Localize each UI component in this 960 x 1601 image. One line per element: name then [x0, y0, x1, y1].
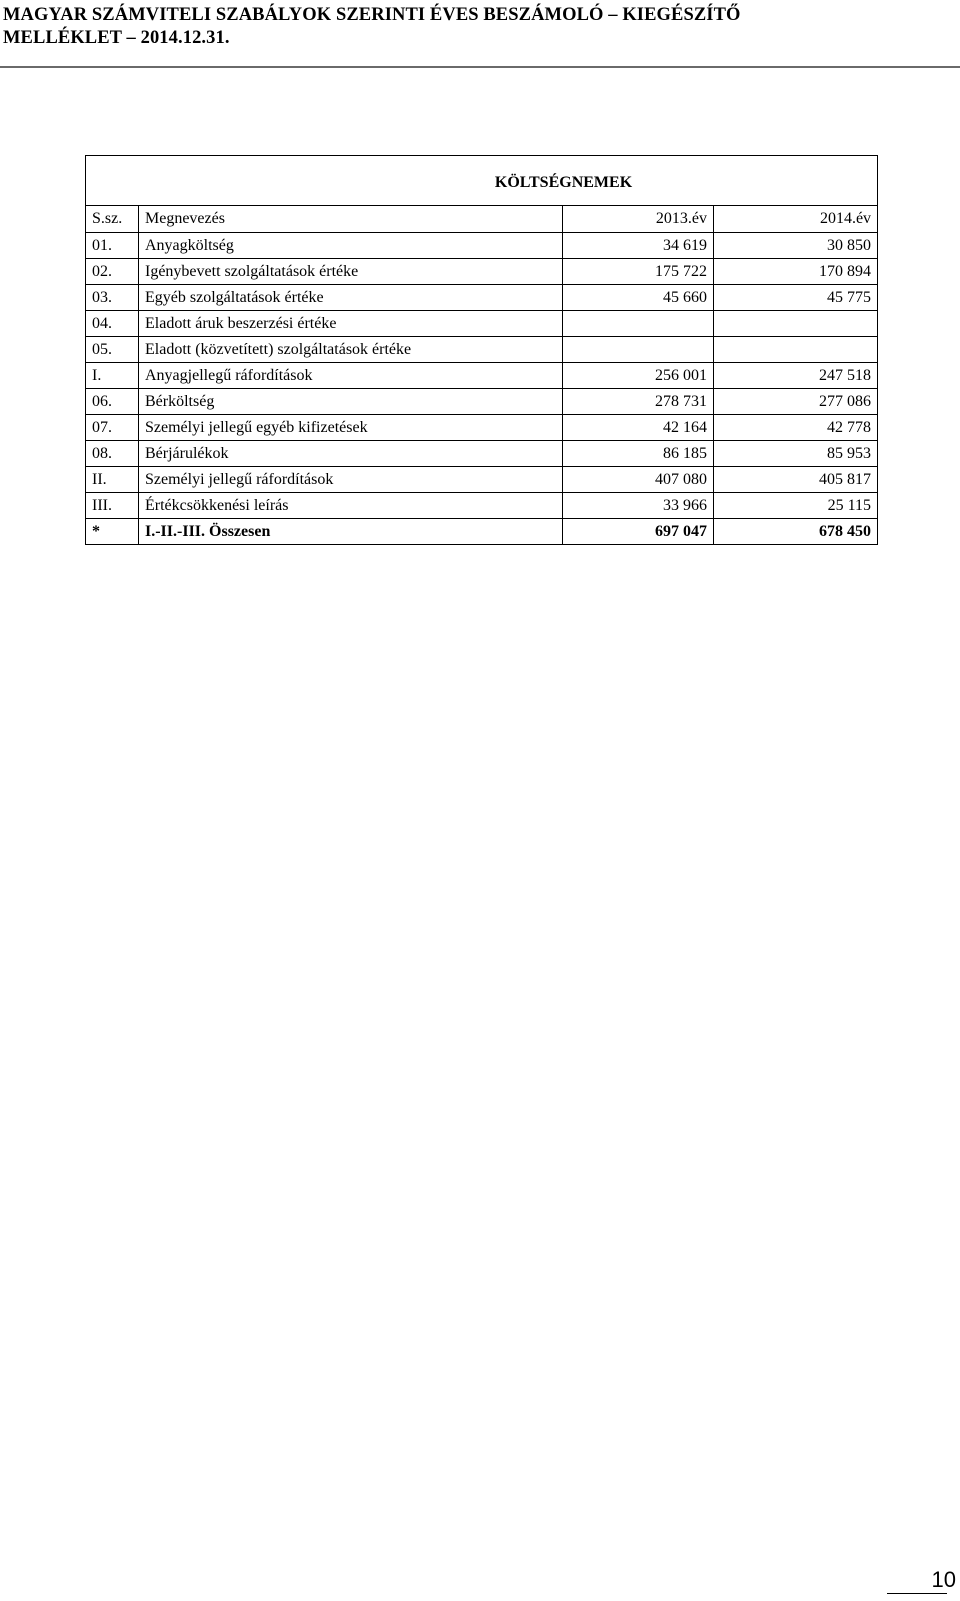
row-name: Bérjárulékok: [139, 441, 563, 467]
table-row: [86, 467, 878, 493]
row-value-2013: 45 660: [563, 285, 714, 311]
row-code: 06.: [86, 389, 139, 415]
document-header: [3, 4, 957, 50]
row-code: *: [86, 519, 139, 545]
table-row: [86, 493, 878, 519]
column-header-code: S.sz.: [86, 206, 139, 233]
row-value-2013: [563, 311, 714, 337]
row-value-2013: 175 722: [563, 259, 714, 285]
row-value-2014: 277 086: [714, 389, 878, 415]
header-line-1: MAGYAR SZÁMVITELI SZABÁLYOK SZERINTI ÉVES BESZÁMOLÓ – KIEGÉSZÍTŐ: [3, 5, 741, 25]
row-value-2013: 697 047: [563, 519, 714, 545]
cost-types-table: [85, 155, 878, 545]
row-code: I.: [86, 363, 139, 389]
row-value-2014: 678 450: [714, 519, 878, 545]
row-value-2014: 25 115: [714, 493, 878, 519]
row-code: 02.: [86, 259, 139, 285]
row-code: 04.: [86, 311, 139, 337]
table-title: KÖLTSÉGNEMEK: [86, 156, 878, 206]
row-value-2014: 405 817: [714, 467, 878, 493]
row-value-2014: 30 850: [714, 233, 878, 259]
row-value-2013: 278 731: [563, 389, 714, 415]
column-header-2013: 2013.év: [563, 206, 714, 233]
row-value-2014: 85 953: [714, 441, 878, 467]
row-value-2013: [563, 337, 714, 363]
table-row: [86, 259, 878, 285]
row-value-2014: [714, 311, 878, 337]
row-value-2014: [714, 337, 878, 363]
row-name: Értékcsökkenési leírás: [139, 493, 563, 519]
row-code: 05.: [86, 337, 139, 363]
column-header-name: Megnevezés: [139, 206, 563, 233]
row-code: II.: [86, 467, 139, 493]
table-header-row: [86, 206, 878, 233]
row-name: Eladott áruk beszerzési értéke: [139, 311, 563, 337]
page-number: 10: [931, 1567, 956, 1592]
row-name: Igénybevett szolgáltatások értéke: [139, 259, 563, 285]
header-rule: [0, 66, 960, 68]
row-code: 07.: [86, 415, 139, 441]
row-value-2014: 247 518: [714, 363, 878, 389]
row-value-2013: 34 619: [563, 233, 714, 259]
row-name: Bérköltség: [139, 389, 563, 415]
row-code: III.: [86, 493, 139, 519]
total-row: [86, 519, 878, 545]
row-code: 01.: [86, 233, 139, 259]
row-value-2013: 33 966: [563, 493, 714, 519]
page-footer: [887, 1567, 960, 1597]
header-line-2: MELLÉKLET – 2014.12.31.: [3, 28, 230, 48]
table-row: [86, 311, 878, 337]
table-row: [86, 337, 878, 363]
row-name: Egyéb szolgáltatások értéke: [139, 285, 563, 311]
row-value-2013: 42 164: [563, 415, 714, 441]
row-name: I.-II.-III. Összesen: [139, 519, 563, 545]
row-value-2014: 42 778: [714, 415, 878, 441]
row-name: Anyagjellegű ráfordítások: [139, 363, 563, 389]
table-row: [86, 363, 878, 389]
row-name: Személyi jellegű egyéb kifizetések: [139, 415, 563, 441]
row-value-2014: 170 894: [714, 259, 878, 285]
row-value-2014: 45 775: [714, 285, 878, 311]
row-code: 03.: [86, 285, 139, 311]
row-name: Eladott (közvetített) szolgáltatások értéke: [139, 337, 563, 363]
row-code: 08.: [86, 441, 139, 467]
table-row: [86, 415, 878, 441]
row-value-2013: 86 185: [563, 441, 714, 467]
table-row: [86, 285, 878, 311]
row-value-2013: 407 080: [563, 467, 714, 493]
table-row: [86, 441, 878, 467]
page-number-rule: [887, 1593, 947, 1594]
table-row: [86, 233, 878, 259]
row-value-2013: 256 001: [563, 363, 714, 389]
row-name: Személyi jellegű ráfordítások: [139, 467, 563, 493]
column-header-2014: 2014.év: [714, 206, 878, 233]
table-row: [86, 389, 878, 415]
row-name: Anyagköltség: [139, 233, 563, 259]
